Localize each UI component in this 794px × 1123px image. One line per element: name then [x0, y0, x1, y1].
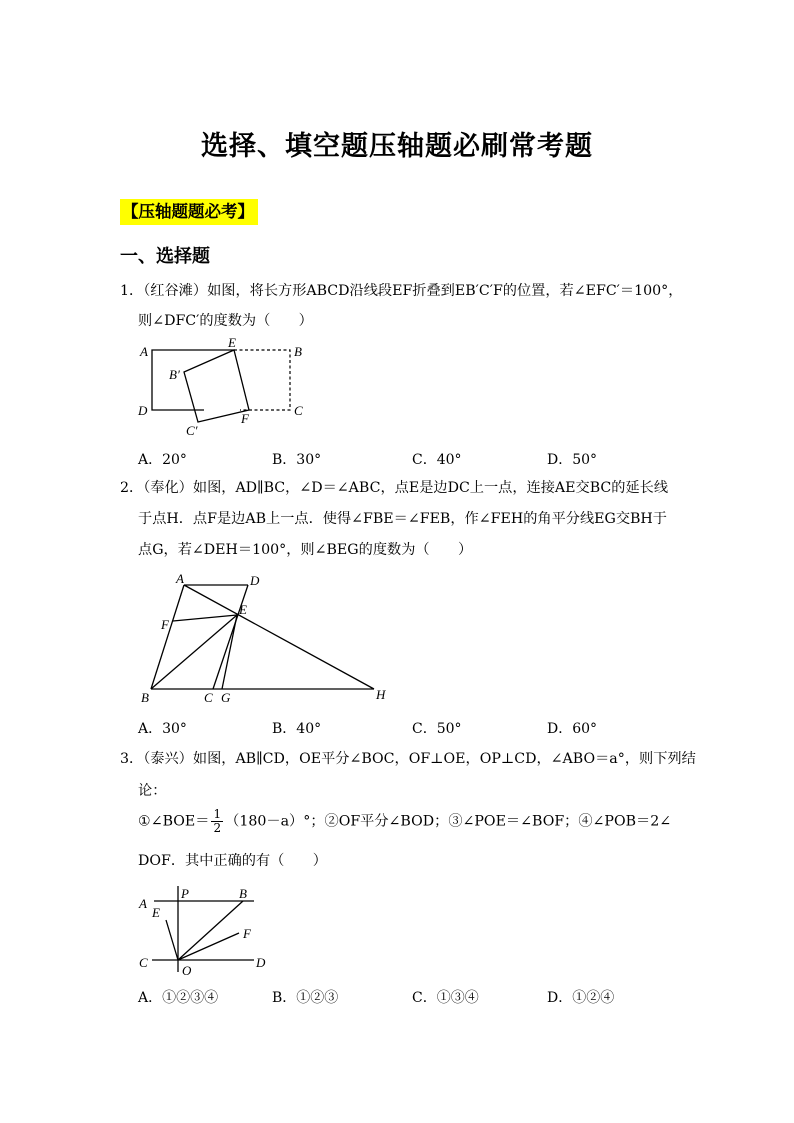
question-1-number: 1． — [120, 283, 144, 299]
q2-option-c[interactable]: C．50° — [412, 721, 462, 737]
label-D: D — [256, 955, 266, 970]
statements-rest: （180－a）°；②OF平分∠BOD；③∠POE＝∠BOF；④∠POB＝2∠ — [225, 813, 672, 830]
question-3-figure — [136, 880, 276, 980]
q2-option-d[interactable]: D．60° — [547, 721, 598, 737]
question-3-line-4: DOF．其中正确的有（ ） — [138, 853, 327, 869]
q3-option-a[interactable]: A．①②③④ — [138, 990, 219, 1006]
label-F: F — [161, 617, 169, 632]
question-1-line-2: 则∠DFC′的度数为（ ） — [138, 313, 313, 329]
label-O: O — [182, 963, 192, 978]
label-C: C — [139, 955, 148, 970]
q2-option-a[interactable]: A．30° — [138, 721, 187, 737]
label-P: P — [181, 886, 189, 901]
question-1-line-1 — [120, 281, 682, 301]
q3-option-c[interactable]: C．①③④ — [412, 990, 479, 1006]
label-F: F — [243, 926, 251, 941]
segment-DC — [213, 585, 248, 689]
label-C-prime: C′ — [186, 423, 198, 438]
label-B-prime: B′ — [169, 367, 180, 382]
folded-quadrilateral — [184, 350, 249, 422]
question-3-text-1: 如图，AB∥CD，OE平分∠BOC，OF⊥OE，OP⊥CD，∠ABO＝a°，则下列结 — [192, 751, 696, 767]
label-F: F — [241, 411, 249, 426]
label-A: A — [139, 896, 147, 911]
rectangle-left-part — [152, 350, 234, 410]
q1-option-c[interactable]: C．40° — [412, 452, 462, 468]
segment-OF — [178, 933, 239, 960]
question-2-text-1: 如图，AD∥BC，∠D＝∠ABC，点E是边DC上一点，连接AE交BC的延长线 — [192, 480, 669, 496]
section-heading: 一、选择题 — [120, 246, 210, 267]
segment-AH — [184, 585, 374, 689]
q1-option-b[interactable]: B．30° — [272, 452, 322, 468]
segment-OB — [178, 901, 243, 960]
label-A: A — [140, 344, 148, 359]
label-B: B — [294, 344, 302, 359]
fraction-numerator: 1 — [213, 807, 222, 821]
q2-option-b[interactable]: B．40° — [272, 721, 322, 737]
q1-option-a[interactable]: A．20° — [138, 452, 187, 468]
label-B: B — [239, 886, 247, 901]
question-1-source: （红谷滩） — [143, 283, 208, 299]
question-3-line-1 — [120, 749, 696, 769]
label-D: D — [138, 403, 148, 418]
label-D: D — [250, 573, 260, 588]
fraction-one-half — [211, 808, 223, 835]
page-title: 选择、填空题压轴题必刷常考题 — [201, 131, 593, 162]
question-2-line-1 — [120, 478, 668, 498]
label-G: G — [221, 690, 231, 705]
fraction-denominator: 2 — [213, 821, 222, 835]
label-B: B — [141, 690, 149, 705]
question-2-figure — [138, 570, 398, 708]
question-1-text-1: 如图，将长方形ABCD沿线段EF折叠到EB′C′F的位置，若∠EFC′＝100°， — [207, 283, 683, 299]
q3-option-b[interactable]: B．①②③ — [272, 990, 339, 1006]
segment-FE — [173, 615, 237, 621]
label-C: C — [204, 690, 213, 705]
section-tag: 【压轴题题必考】 — [120, 199, 258, 225]
question-3-line-3 — [138, 808, 671, 835]
question-2-source: （奉化） — [143, 480, 193, 496]
label-E: E — [152, 905, 160, 920]
label-A: A — [176, 571, 184, 586]
segment-OE — [166, 920, 178, 960]
question-2-line-2: 于点H．点F是边AB上一点．使得∠FBE＝∠FEB，作∠FEH的角平分线EG交BH于 — [138, 511, 667, 527]
statement-1-start: ①∠BOE＝ — [138, 813, 210, 830]
question-3-source: （泰兴） — [143, 751, 193, 767]
question-2-number: 2． — [120, 480, 144, 496]
q1-option-d[interactable]: D．50° — [547, 452, 598, 468]
question-3-number: 3． — [120, 751, 144, 767]
question-3-line-2: 论： — [138, 783, 167, 799]
label-H: H — [376, 687, 386, 702]
label-E: E — [239, 602, 247, 617]
question-2-line-3: 点G，若∠DEH＝100°，则∠BEG的度数为（ ） — [138, 542, 473, 558]
q3-option-d[interactable]: D．①②④ — [547, 990, 615, 1006]
rectangle-dashed-part — [234, 350, 290, 410]
question-1-figure — [130, 334, 320, 440]
label-E: E — [228, 335, 236, 350]
label-C: C — [294, 403, 303, 418]
segment-AB — [151, 585, 184, 689]
